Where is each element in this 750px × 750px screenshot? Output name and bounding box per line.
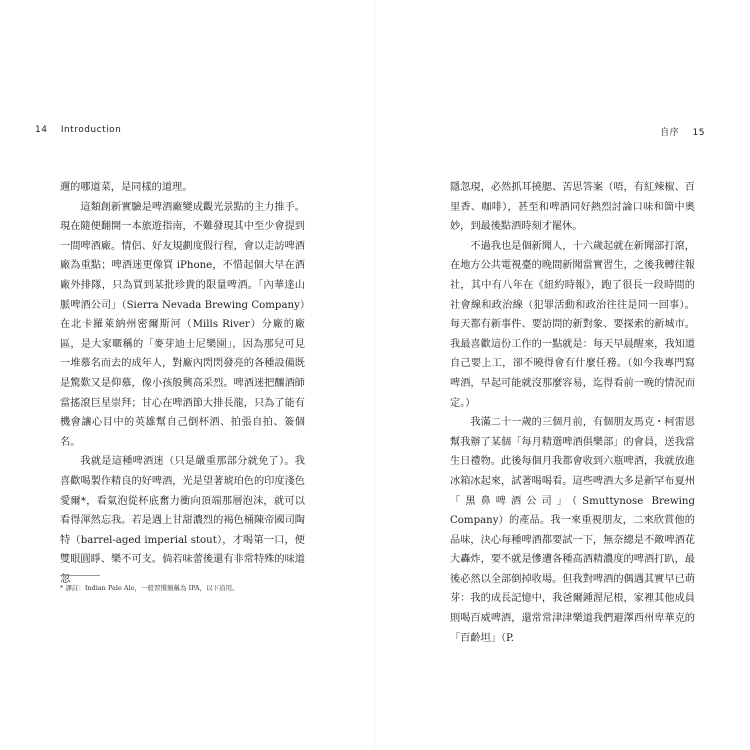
footnote: * 譯註：Indian Pale Ale，一般習慣簡稱為 IPA，以下沿用。 xyxy=(60,584,239,592)
paragraph: 我滿二十一歲的三個月前，有個朋友馬克・柯雷恩幫我辦了某個「每月精選啤酒俱樂部」的會員，送我當生日禮物。此後每個月我都會收到六瓶啤酒，我就放進冰箱冰起來，試著喝喝看。這些啤酒大多是新罕布夏州「黑鼻啤酒公司」（Smuttynose Brewing Company）的產品。我一來重視朋友，二來欣賞他的品味，決心每種啤酒都要試一下，無奈總是不敵啤酒花大轟炸，要不就是慘遭各種高酒精濃度的啤酒打趴，最後必然以全部倒掉收場。但我對啤酒的偶遇其實早已萌芽：我的成長記憶中，我爸爾鍾渥尼根，家裡其他成員則喝百威啤酒，還常常津津樂道我們避澤西州卑華克的「百齡坦」（P. xyxy=(450,417,695,644)
left-page-number: 14 xyxy=(35,125,48,135)
right-page xyxy=(375,0,750,750)
right-page-body xyxy=(450,178,695,648)
left-running-title: Introduction xyxy=(60,125,122,135)
footnote-rule xyxy=(60,575,100,576)
paragraph: 不過我也是個新聞人，十六歲起就在新聞部打滾，在地方公共電視臺的晚間新聞當實習生，之後我轉往報社，其中有八年在《紐約時報》，跑了很長一段時間的社會線和政治線（犯罪活動和政治往往是同一回事）。每天都有新事件、要訪問的新對象、要探索的新城市。我最喜歡這份工作的一點就是：每天早晨醒來，我知道自己要上工，卻不曉得會有什麼任務。（如今我專門寫啤酒，早起可能就沒那麼容易，迄得看前一晚的情況而定。） xyxy=(450,240,695,409)
paragraph: 我就是這種啤酒迷（只是嚴重那部分就免了）。我喜歡喝製作精良的好啤酒，光是望著琥珀色的印度淺色愛爾*，看氣泡從杯底奮力衝向頂端那層泡沫，就可以看得渾然忘我。若是遇上甘甜濃烈的褐色桶陳帝國司陶特（barrel-aged imperial stout），才喝第一口，便雙眼圓睜、樂不可支。倘若味蕾後還有非常特殊的味道忽 xyxy=(60,456,305,585)
paragraph: 這類創新實驗是啤酒廠變成觀光景點的主力推手。現在隨便翻開一本旅遊指南，不難發現其中至少會提到一間啤酒廠。情侶、好友規劃度假行程，會以走訪啤酒廠為重點；啤酒迷更像買 iPhone，不惜起個大早在酒廠外排隊，只為買到某批珍貴的限量啤酒。「內華達山脈啤酒公司」（Sierra Nevada Brewing Company）在北卡羅萊納州密爾斯河（Mills River）分廠的廠區，是大家暱稱的「麥芽迪士尼樂園」，因為那兒可見一堆慕名而去的成年人，對廠內閃閃發亮的各種設備既是驚歎又是仰慕，像小孩般興高采烈。啤酒迷把釀酒師當搖滾巨星崇拜；甘心在啤酒節大排長龍，只為了能有機會讓心目中的英雄幫自己倒杯酒、拍張自拍、簽個名。 xyxy=(60,201,305,448)
right-page-header xyxy=(660,125,705,138)
right-page-number: 15 xyxy=(692,128,705,138)
paragraph: 隱忽現，必然抓耳撓腮、苦思答案（唔，有紅辣椒、百里香、咖啡），甚至和啤酒同好熱烈討論口味和箇中奧妙，到最後點酒時刻才罷休。 xyxy=(450,182,695,233)
paragraph: 邇的哪道菜，是同樣的道理。 xyxy=(60,182,193,193)
right-running-title: 自序 xyxy=(660,128,680,138)
left-page-body xyxy=(60,178,305,589)
left-page-header xyxy=(35,125,121,135)
